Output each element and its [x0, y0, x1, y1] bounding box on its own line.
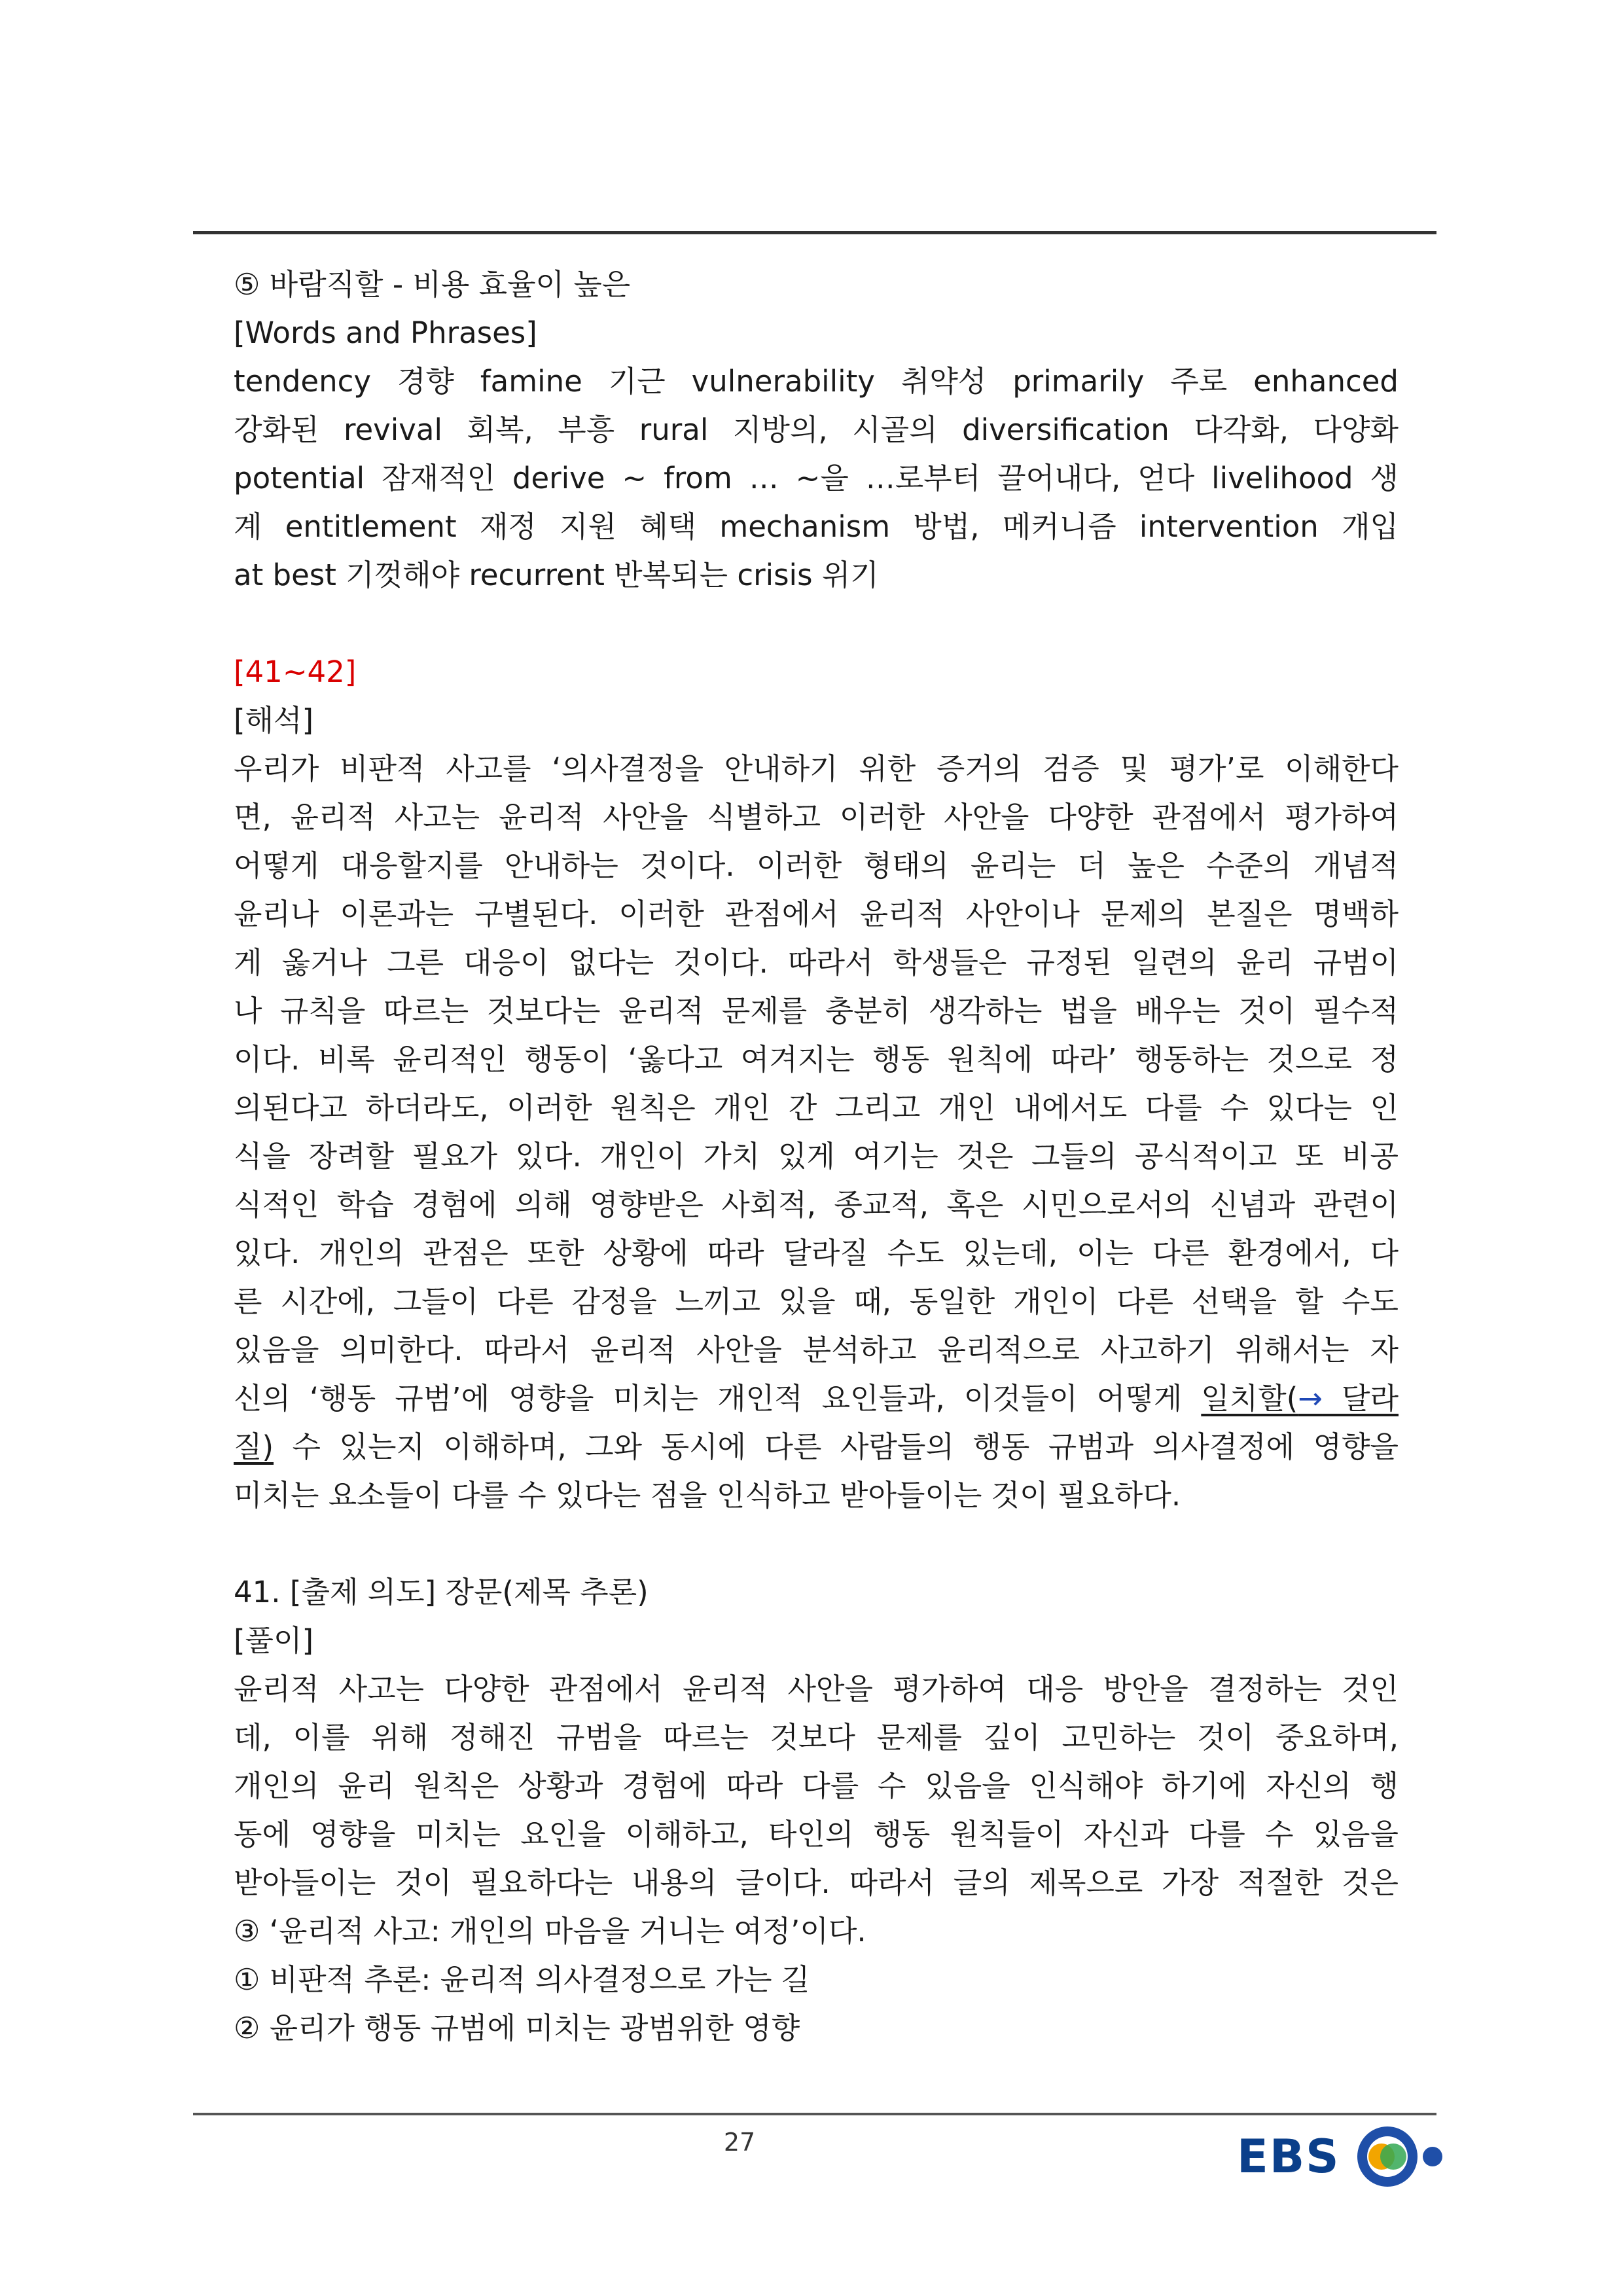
answer-five: ⑤ 바람직할 - 비용 효율이 높은 [234, 267, 631, 302]
solution-line: 동에 영향을 미치는 요인을 이해하고, 타인의 행동 원칙들이 자신과 다를 수 있음을 [234, 1817, 1399, 1852]
question-intent: [출제 의도] 장문(제목 추론) [280, 1575, 649, 1609]
solution-line: 윤리적 사고는 다양한 관점에서 윤리적 사안을 평가하여 대응 방안을 결정하는 것인 [234, 1672, 1399, 1706]
ebs-logo-icon [1355, 2124, 1466, 2189]
interpretation-line: 있음을 의미한다. 따라서 윤리적 사안을 분석하고 윤리적으로 사고하기 위해서는 자 [234, 1333, 1399, 1367]
arrow-icon: → [1298, 1381, 1323, 1416]
page-number: 27 [723, 2128, 756, 2157]
interpretation-text: 수 있는지 이해하며, 그와 동시에 다른 사람들의 행동 규범과 의사결정에 영향을 [274, 1429, 1399, 1464]
solution-line: 받아들이는 것이 필요하다는 내용의 글이다. 따라서 글의 제목으로 가장 적절한 것은 [234, 1865, 1399, 1900]
interpretation-line: 나 규칙을 따르는 것보다는 윤리적 문제를 충분히 생각하는 법을 배우는 것이 필수적 [234, 994, 1399, 1028]
option-two: ② 윤리가 행동 규범에 미치는 광범위한 영향 [234, 2011, 800, 2045]
words-line: tendency 경향 famine 기근 vulnerability 취약성 primarily 주로 enhanced [234, 364, 1399, 399]
interpretation-line: 면, 윤리적 사고는 윤리적 사안을 식별하고 이러한 사안을 다양한 관점에서 평가하여 [234, 800, 1399, 834]
solution-line: 개인의 윤리 원칙은 상황과 경험에 따라 다를 수 있음을 인식해야 하기에 자신의 행 [234, 1768, 1399, 1803]
interpretation-line: 있다. 개인의 관점은 또한 상황에 따라 달라질 수도 있는데, 이는 다른 환경에서, 다 [234, 1236, 1399, 1270]
underlined-text: 달라 [1322, 1381, 1399, 1416]
interpretation-line: 미치는 요소들이 다를 수 있다는 점을 인식하고 받아들이는 것이 필요하다. [234, 1478, 1181, 1513]
interpretation-line: 윤리나 이론과는 구별된다. 이러한 관점에서 윤리적 사안이나 문제의 본질은 명백하 [234, 897, 1399, 931]
header-rule [193, 231, 1436, 234]
interpretation-line: 우리가 비판적 사고를 ‘의사결정을 안내하기 위한 증거의 검증 및 평가’로 이해한다 [234, 751, 1399, 786]
ebs-logo [1237, 2124, 1466, 2196]
question-number: 41. [234, 1575, 281, 1609]
interpretation-line: 의된다고 하더라도, 이러한 원칙은 개인 간 그리고 개인 내에서도 다를 수 있다는 인 [234, 1090, 1399, 1125]
page-content [234, 260, 1399, 2053]
words-line: at best 기껏해야 recurrent 반복되는 crisis 위기 [234, 558, 879, 592]
interpretation-line [234, 1374, 1399, 1423]
option-one: ① 비판적 추론: 윤리적 의사결정으로 가는 길 [234, 1962, 810, 1997]
words-line: 강화된 revival 회복, 부흥 rural 지방의, 시골의 diversification 다각화, 다양화 [234, 412, 1399, 447]
section-label: [41~42] [234, 655, 357, 689]
interpretation-line: 이다. 비록 윤리적인 행동이 ‘옳다고 여겨지는 행동 원칙에 따라’ 행동하는 것으로 정 [234, 1042, 1399, 1077]
interpretation-line: 게 옳거나 그른 대응이 없다는 것이다. 따라서 학생들은 규정된 일련의 윤리 규범이 [234, 945, 1399, 980]
interpretation-line: 른 시간에, 그들이 다른 감정을 느끼고 있을 때, 동일한 개인이 다른 선택을 할 수도 [234, 1284, 1399, 1319]
solution-line: 데, 이를 위해 정해진 규범을 따르는 것보다 문제를 깊이 고민하는 것이 중요하며, [234, 1720, 1399, 1755]
words-line: 계 entitlement 재정 지원 혜택 mechanism 방법, 메커니즘 intervention 개입 [234, 509, 1399, 544]
spacer [234, 600, 1399, 648]
interpretation-line: 식적인 학습 경험에 의해 영향받은 사회적, 종교적, 혹은 시민으로서의 신념과 관련이 [234, 1187, 1399, 1222]
interpretation-heading: [해석] [234, 703, 314, 738]
logo-text: EBS [1237, 2130, 1340, 2183]
solution-line: ③ ‘윤리적 사고: 개인의 마음을 거니는 여정’이다. [234, 1914, 866, 1948]
question-41-title [234, 1568, 1399, 1617]
underlined-phrase [1201, 1381, 1399, 1416]
spacer [234, 1520, 1399, 1568]
words-line: potential 잠재적인 derive ~ from … ~을 …로부터 끌어내다, 얻다 livelihood 생 [234, 461, 1399, 495]
footer-rule [193, 2113, 1436, 2115]
underlined-text: 질) [234, 1429, 274, 1464]
words-heading: [Words and Phrases] [234, 315, 537, 350]
interpretation-text: 신의 ‘행동 규범’에 영향을 미치는 개인적 요인들과, 이것들이 어떻게 [234, 1381, 1202, 1416]
solution-heading: [풀이] [234, 1623, 314, 1658]
underlined-text: 일치할( [1201, 1381, 1298, 1416]
interpretation-line: 어떻게 대응할지를 안내하는 것이다. 이러한 형태의 윤리는 더 높은 수준의 개념적 [234, 848, 1399, 883]
interpretation-line [234, 1423, 1399, 1471]
interpretation-line: 식을 장려할 필요가 있다. 개인이 가치 있게 여기는 것은 그들의 공식적이고 또 비공 [234, 1139, 1399, 1174]
